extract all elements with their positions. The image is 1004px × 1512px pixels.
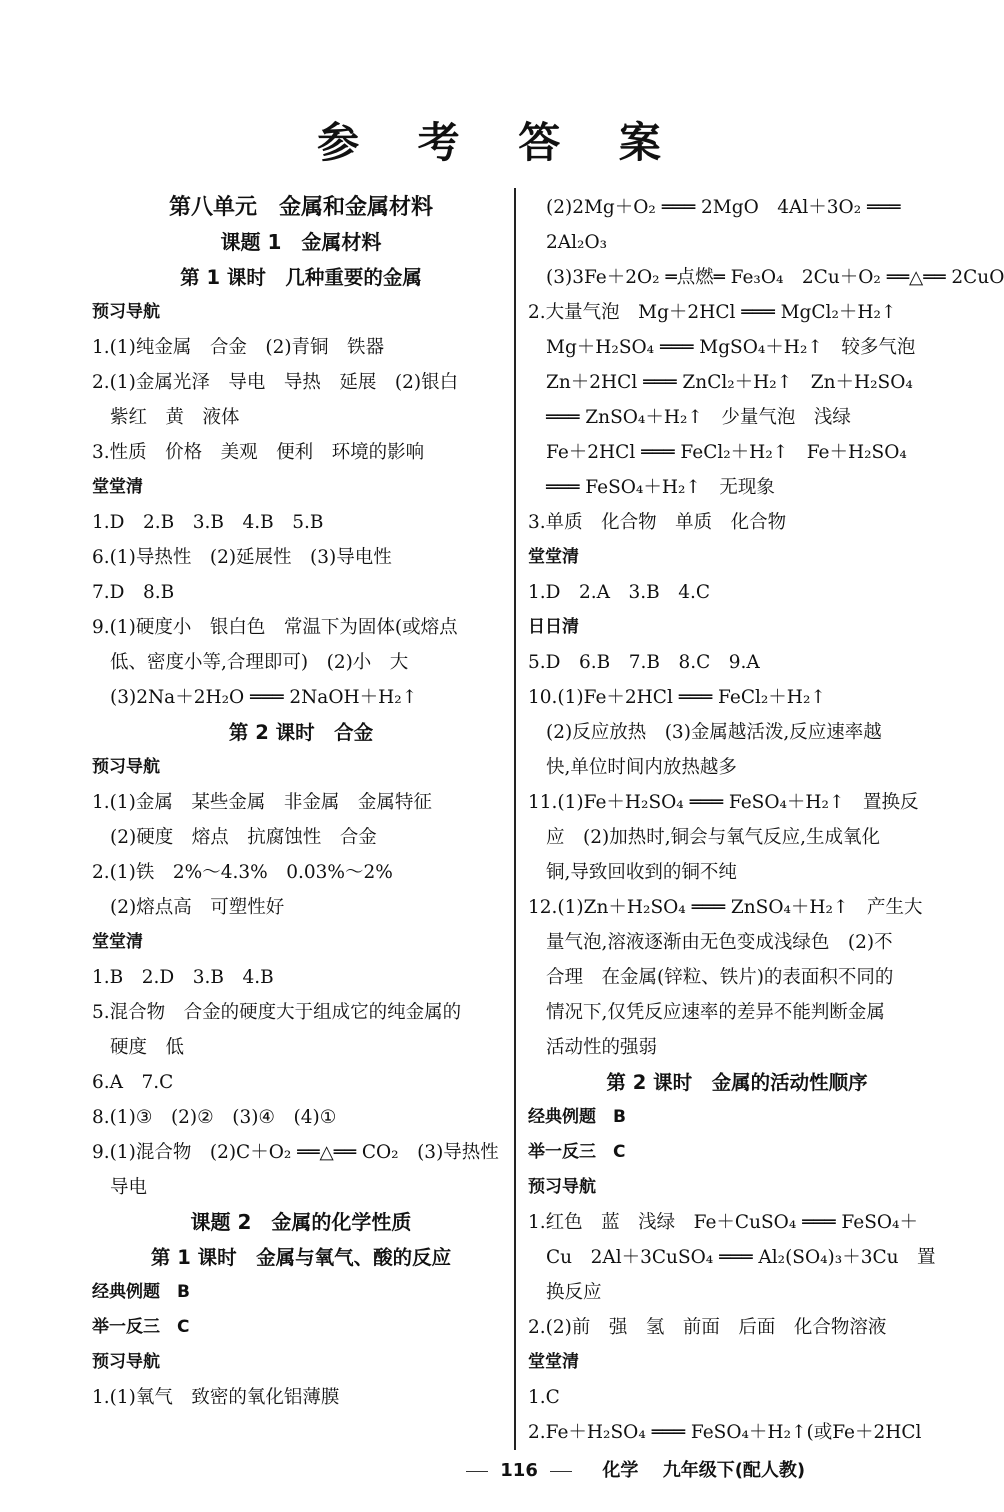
answer-line-continued: 紫红 黄 液体 [110, 407, 240, 428]
answer-line: 1.D 2.B 3.B 4.B 5.B [92, 512, 324, 533]
left-column [92, 190, 510, 1415]
answer-line: 1.(1)氧气 致密的氧化铝薄膜 [92, 1387, 340, 1408]
answer-line-continued: (2)熔点高 可塑性好 [110, 897, 285, 918]
section-heading: 经典例题 B [92, 1282, 190, 1302]
lesson-heading: 第 1 课时 金属与氧气、酸的反应 [150, 1246, 452, 1269]
section-heading: 日日清 [528, 617, 579, 637]
answer-line: 3.单质 化合物 单质 化合物 [528, 512, 787, 533]
answer-line-continued: (2)硬度 熔点 抗腐蚀性 合金 [110, 827, 377, 848]
answer-line: 5.混合物 合金的硬度大于组成它的纯金属的 [92, 1002, 462, 1023]
section-heading: 预习导航 [92, 757, 160, 777]
footer-dash [466, 1471, 488, 1472]
answer-line: 12.(1)Zn＋H₂SO₄ ═══ ZnSO₄＋H₂↑ 产生大 [528, 897, 923, 918]
answer-line-continued: (3)2Na＋2H₂O ═══ 2NaOH＋H₂↑ [110, 687, 418, 708]
answer-line: 2.(1)金属光泽 导电 导热 延展 (2)银白 [92, 372, 459, 393]
answer-line-continued: ═══ FeSO₄＋H₂↑ 无现象 [546, 477, 775, 498]
answer-line-continued: Zn＋2HCl ═══ ZnCl₂＋H₂↑ Zn＋H₂SO₄ [546, 372, 913, 393]
answer-line-continued: 活动性的强弱 [546, 1037, 658, 1058]
answer-line-continued: 应 (2)加热时,铜会与氧气反应,生成氧化 [546, 827, 880, 848]
page-title: 参 考 答 案 [317, 118, 683, 167]
answer-line-continued: Mg＋H₂SO₄ ═══ MgSO₄＋H₂↑ 较多气泡 [546, 337, 916, 358]
section-heading: 经典例题 B [528, 1107, 626, 1127]
answer-line-continued: (2)2Mg＋O₂ ═══ 2MgO 4Al＋3O₂ ═══ [546, 197, 901, 218]
answer-line-continued: ═══ ZnSO₄＋H₂↑ 少量气泡 浅绿 [546, 407, 851, 428]
footer-grade: 九年级下(配人教) [662, 1460, 806, 1481]
answer-line: 1.B 2.D 3.B 4.B [92, 967, 274, 988]
column-divider [514, 188, 516, 1450]
footer-subject: 化学 [602, 1460, 639, 1481]
section-heading: 预习导航 [92, 1352, 160, 1372]
section-heading: 堂堂清 [528, 547, 579, 567]
answer-line: 7.D 8.B [92, 582, 175, 603]
answer-line: 11.(1)Fe＋H₂SO₄ ═══ FeSO₄＋H₂↑ 置换反 [528, 792, 919, 813]
answer-line-continued: 量气泡,溶液逐渐由无色变成浅绿色 (2)不 [546, 932, 893, 953]
lesson-heading: 第 2 课时 合金 [228, 721, 374, 744]
unit-heading: 第八单元 金属和金属材料 [168, 195, 433, 220]
answer-line: 1.D 2.A 3.B 4.C [528, 582, 711, 603]
answer-line: 9.(1)混合物 (2)C＋O₂ ══△══ CO₂ (3)导热性 [92, 1142, 499, 1163]
answer-line: 5.D 6.B 7.B 8.C 9.A [528, 652, 760, 673]
answer-line: 6.A 7.C [92, 1072, 174, 1093]
footer-dash [550, 1471, 572, 1472]
answer-line: 1.红色 蓝 浅绿 Fe＋CuSO₄ ═══ FeSO₄＋ [528, 1212, 918, 1233]
answer-line: 6.(1)导热性 (2)延展性 (3)导电性 [92, 547, 392, 568]
answer-line: 8.(1)③ (2)② (3)④ (4)① [92, 1107, 337, 1128]
section-heading: 举一反三 C [92, 1317, 190, 1337]
topic-heading: 课题 1 金属材料 [220, 230, 382, 254]
answer-line-continued: 硬度 低 [110, 1037, 185, 1058]
lesson-heading: 第 2 课时 金属的活动性顺序 [606, 1071, 868, 1094]
page-number: 116 [500, 1460, 538, 1481]
answer-line: 2.大量气泡 Mg＋2HCl ═══ MgCl₂＋H₂↑ [528, 302, 897, 323]
answer-line-continued: Fe＋2HCl ═══ FeCl₂＋H₂↑ Fe＋H₂SO₄ [546, 442, 907, 463]
section-heading: 预习导航 [92, 302, 160, 322]
answer-line: 3.性质 价格 美观 便利 环境的影响 [92, 442, 425, 463]
section-heading: 堂堂清 [92, 932, 143, 952]
section-heading: 堂堂清 [528, 1352, 579, 1372]
answer-line-continued: 铜,导致回收到的铜不纯 [546, 862, 737, 883]
answer-line: 1.(1)金属 某些金属 非金属 金属特征 [92, 792, 432, 813]
page-footer [460, 1456, 880, 1486]
answer-line-continued: 低、密度小等,合理即可) (2)小 大 [110, 652, 409, 673]
lesson-heading: 第 1 课时 几种重要的金属 [180, 266, 422, 289]
answer-line-continued: 合理 在金属(锌粒、铁片)的表面积不同的 [546, 967, 894, 988]
answer-line-continued: 换反应 [546, 1282, 602, 1303]
answer-line: 2.Fe＋H₂SO₄ ═══ FeSO₄＋H₂↑(或Fe＋2HCl [528, 1422, 922, 1443]
answer-line-continued: 导电 [110, 1177, 148, 1198]
answer-line-continued: 2Al₂O₃ [546, 232, 608, 253]
answer-line: 1.(1)纯金属 合金 (2)青铜 铁器 [92, 337, 385, 358]
answer-line-continued: Cu 2Al＋3CuSO₄ ═══ Al₂(SO₄)₃＋3Cu 置 [546, 1247, 936, 1268]
answer-line: 2.(1)铁 2%～4.3% 0.03%～2% [92, 862, 393, 883]
section-heading: 预习导航 [528, 1177, 596, 1197]
answer-line-continued: 情况下,仅凭反应速率的差异不能判断金属 [546, 1002, 885, 1023]
topic-heading: 课题 2 金属的化学性质 [190, 1210, 412, 1234]
answer-line-continued: (2)反应放热 (3)金属越活泼,反应速率越 [546, 722, 882, 743]
answer-line: 9.(1)硬度小 银白色 常温下为固体(或熔点 [92, 617, 458, 638]
answer-line-continued: 快,单位时间内放热越多 [546, 757, 737, 778]
answer-line: 10.(1)Fe＋2HCl ═══ FeCl₂＋H₂↑ [528, 687, 826, 708]
section-heading: 堂堂清 [92, 477, 143, 497]
right-column [528, 190, 1004, 1450]
answer-line: 1.C [528, 1387, 560, 1408]
answer-line-continued: (3)3Fe＋2O₂ ═点燃═ Fe₃O₄ 2Cu＋O₂ ══△══ 2CuO [546, 267, 1004, 288]
answer-line: 2.(2)前 强 氢 前面 后面 化合物溶液 [528, 1317, 887, 1338]
section-heading: 举一反三 C [528, 1142, 626, 1162]
